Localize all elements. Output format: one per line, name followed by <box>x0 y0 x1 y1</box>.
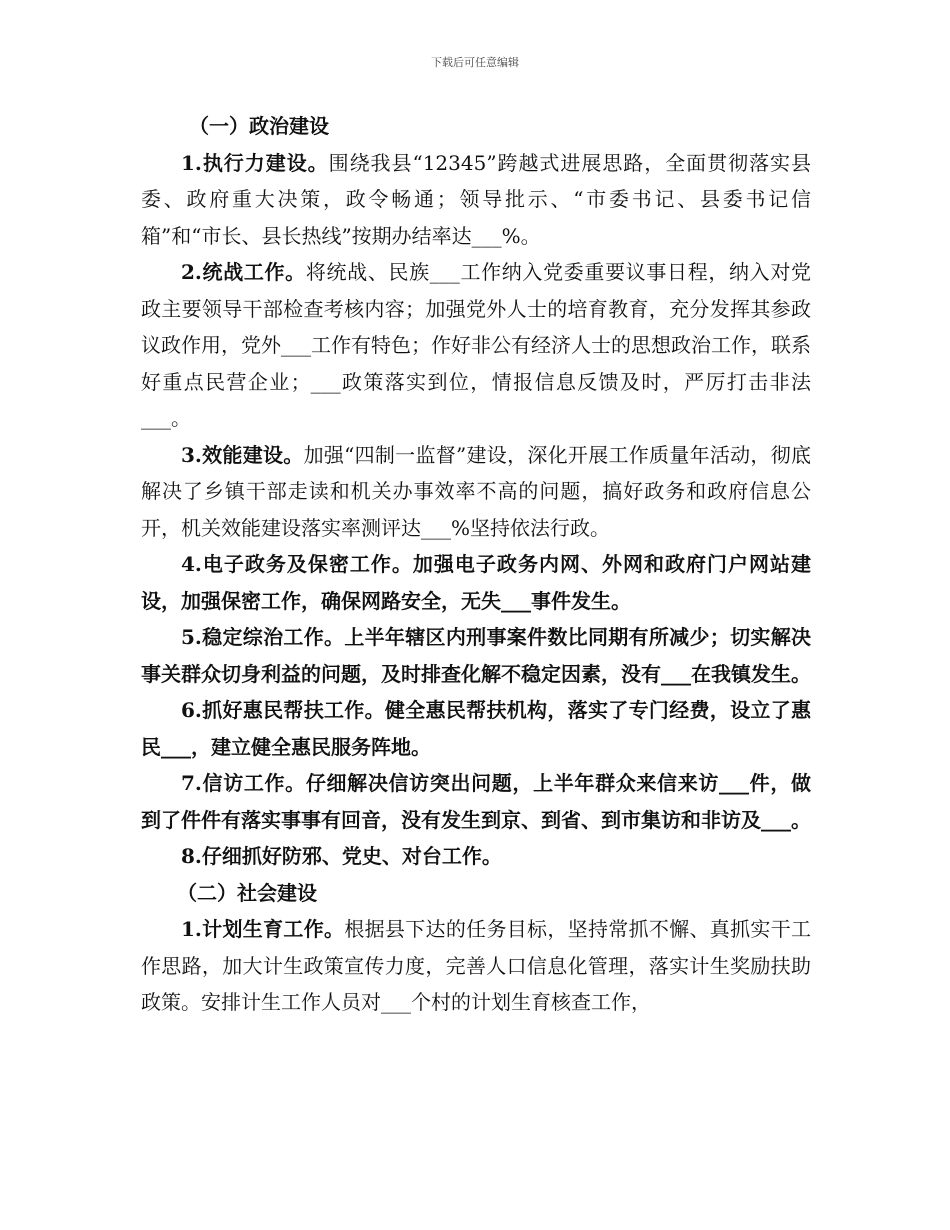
item-lead: 3.效能建设。 <box>181 442 304 467</box>
paragraph-item-7 <box>141 765 811 838</box>
document-body <box>141 108 811 1021</box>
page-header: 下载后可任意编辑 <box>431 56 519 69</box>
item-text: 加强“四制一监督”建设，深化开展工作质量年活动，彻底解决了乡镇干部走读和机关办事效率不高的问题，搞好政务和政府信息公开，机关效能建设落实率测评达___%坚持依法行政。 <box>141 442 811 540</box>
item-text: 加强电子政务内网、外网和政府门户网站建设，加强保密工作，确保网路安全，无失___事件发生。 <box>141 552 811 613</box>
item-lead: 7.信访工作。 <box>181 771 306 795</box>
section-heading-social: （二）社会建设 <box>177 880 317 905</box>
paragraph-item-2 <box>141 254 811 437</box>
item-lead: 1.计划生育工作。 <box>181 917 345 941</box>
item-lead: 5.稳定综治工作。 <box>181 625 345 649</box>
item-text: 健全惠民帮扶机构，落实了专门经费，设立了惠民___，建立健全惠民服务阵地。 <box>141 698 811 759</box>
paragraph-item-6 <box>141 692 811 765</box>
item-lead: 4.电子政务及保密工作。 <box>181 552 413 576</box>
paragraph-item-5 <box>141 619 811 692</box>
paragraph-item-4 <box>141 546 811 619</box>
paragraph-social-item-1 <box>141 911 811 1021</box>
item-lead: 1.执行力建设。 <box>181 150 329 175</box>
item-lead: 8.仔细抓好防邪、党史、对台工作。 <box>181 844 502 868</box>
item-text: 上半年辖区内刑事案件数比同期有所减少；切实解决事关群众切身利益的问题，及时排查化解不稳定因素，没有___在我镇发生。 <box>141 625 811 686</box>
item-text: 仔细解决信访突出问题，上半年群众来信来访___件，做到了件件有落实事事有回音，没有发生到京、到省、到市集访和非访及___。 <box>141 771 811 832</box>
item-text: 围绕我县“12345”跨越式进展思路，全面贯彻落实县委、政府重大决策，政令畅通；领导批示、“市委书记、县委书记信箱”和“市长、县长热线”按期办结率达___%。 <box>141 150 811 248</box>
section-heading-political: （一）政治建设 <box>189 114 329 138</box>
item-text: 将统战、民族___工作纳入党委重要议事日程，纳入对党政主要领导干部检查考核内容；加强党外人士的培育教育，充分发挥其参政议政作用，党外___工作有特色；作好非公有经济人士的思想政治工作，联系好重点民营企业；___政策落实到位，情报信息反馈及时，严厉打击非法___。 <box>141 260 811 430</box>
paragraph-item-8 <box>141 838 811 875</box>
paragraph-item-3 <box>141 437 811 547</box>
paragraph-item-1 <box>141 145 811 255</box>
item-lead: 6.抓好惠民帮扶工作。 <box>181 698 385 722</box>
item-text: 根据县下达的任务目标，坚持常抓不懈、真抓实干工作思路，加大计生政策宣传力度，完善人口信息化管理，落实计生奖励扶助政策。安排计生工作人员对___个村的计划生育核查工作， <box>141 917 811 1014</box>
item-lead: 2.统战工作。 <box>181 260 306 284</box>
